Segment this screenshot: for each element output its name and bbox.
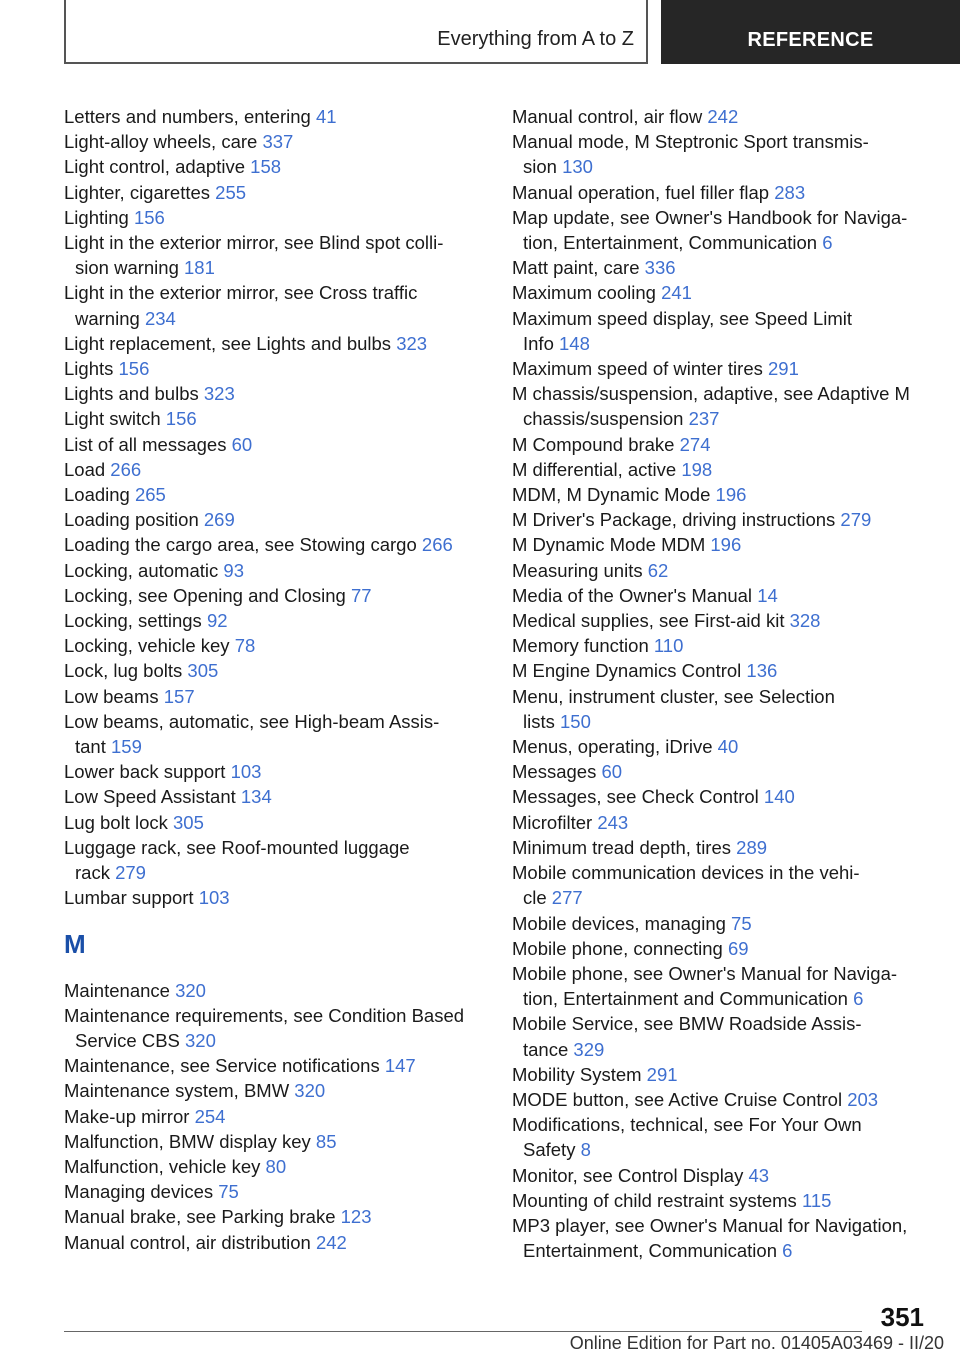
index-entry-text: Lower back support: [64, 761, 226, 783]
index-entry-text: Maintenance requirements, see Condition Based: [64, 1004, 465, 1026]
index-entry-text: M Driver's Package, driving instructions: [512, 509, 836, 531]
page-reference-link[interactable]: 6: [782, 1240, 793, 1262]
index-entry-text: Media of the Owner's Manual: [512, 584, 753, 606]
index-entry: [64, 1003, 484, 1053]
page-reference-link[interactable]: 181: [184, 257, 215, 279]
index-entry-text: Menus, operating, iDrive: [512, 736, 713, 758]
index-entry: [64, 532, 484, 557]
page-reference-link[interactable]: 14: [757, 584, 778, 606]
index-entry: [64, 154, 484, 179]
index-entry-text: Map update, see Owner's Handbook for Naviga-: [512, 206, 908, 228]
page-reference-link[interactable]: 156: [118, 358, 150, 380]
page-reference-link[interactable]: 329: [573, 1038, 605, 1060]
page-reference-link[interactable]: 69: [728, 937, 749, 959]
index-entry-text: Loading position: [64, 509, 199, 531]
section-tab: [64, 0, 648, 64]
index-entry: [512, 633, 932, 658]
index-entry: [512, 911, 932, 936]
index-entry-text: Light control, adaptive: [64, 156, 246, 178]
index-entry: [512, 104, 932, 129]
index-entry: [64, 784, 484, 809]
index-entry: [512, 684, 932, 734]
page-reference-link[interactable]: 156: [133, 206, 165, 228]
page-reference-link[interactable]: 305: [173, 811, 204, 833]
page-reference-link[interactable]: 43: [748, 1164, 770, 1186]
index-entry-text: Letters and numbers, entering: [64, 106, 311, 127]
index-entry-text: tion, Entertainment, Communication: [523, 232, 818, 254]
index-entry-text: Low beams, automatic, see High-beam Assis-: [64, 710, 440, 732]
index-entry: [512, 860, 932, 910]
index-entry: [64, 280, 484, 330]
page-reference-link[interactable]: 279: [840, 509, 872, 531]
index-entry-text: Malfunction, vehicle key: [64, 1155, 261, 1177]
index-entry: [512, 1087, 932, 1112]
index-entry-text: Locking, see Opening and Closing: [64, 584, 346, 606]
page-reference-link[interactable]: 196: [710, 534, 742, 556]
index-entry: [64, 1129, 484, 1154]
index-entry-text: MODE button, see Active Cruise Control: [512, 1088, 843, 1110]
index-entry: [512, 457, 932, 482]
index-entry: [64, 759, 484, 784]
index-entry-text: Matt paint, care: [512, 257, 640, 279]
index-entry: [512, 381, 932, 431]
index-entry-text: MP3 player, see Owner's Manual for Navigation,: [512, 1214, 908, 1236]
index-entry: [64, 406, 484, 431]
index-entry-text: Load: [64, 458, 106, 480]
index-entry-text: Messages, see Check Control: [512, 786, 759, 808]
page-reference-link[interactable]: 150: [560, 710, 591, 732]
index-entry-text: tion, Entertainment and Communication: [523, 988, 848, 1010]
page-reference-link[interactable]: 85: [315, 1130, 337, 1152]
page-reference-link[interactable]: 156: [165, 408, 197, 430]
index-entry: [64, 482, 484, 507]
index-entry: [512, 129, 932, 179]
page-reference-link[interactable]: 110: [653, 635, 684, 657]
index-entry: [64, 356, 484, 381]
index-entry-text: Minimum tread depth, tires: [512, 836, 732, 858]
index-entry-text: Luggage rack, see Roof-mounted luggage: [64, 836, 410, 858]
index-entry: [64, 1204, 484, 1229]
index-entry-text: List of all messages: [64, 433, 227, 455]
index-entry-text: Measuring units: [512, 559, 643, 581]
page-reference-link[interactable]: 323: [203, 383, 235, 405]
page-reference-link[interactable]: 336: [644, 257, 676, 279]
index-entry-text: Safety: [523, 1139, 576, 1161]
page-reference-link[interactable]: 62: [647, 559, 669, 581]
index-entry-text: Light replacement, see Lights and bulbs: [64, 332, 392, 354]
index-entry-text: Loading: [64, 484, 130, 506]
index-entry: [64, 381, 484, 406]
section-letter: M: [64, 928, 86, 959]
page-reference-link[interactable]: 203: [847, 1088, 879, 1110]
page-reference-link[interactable]: 234: [144, 307, 176, 329]
page-reference-link[interactable]: 159: [111, 736, 142, 758]
index-entry-text: sion warning: [75, 257, 179, 279]
page-reference-link[interactable]: 41: [315, 106, 337, 127]
page-reference-link[interactable]: 157: [163, 685, 195, 707]
index-entry-text: sion: [523, 156, 557, 178]
page-reference-link[interactable]: 130: [562, 156, 593, 178]
index-entry-text: M Compound brake: [512, 433, 675, 455]
index-entry-text: tant: [75, 736, 106, 758]
index-entry: [512, 608, 932, 633]
page-reference-link[interactable]: 103: [198, 887, 230, 909]
index-entry-text: Modifications, technical, see For Your Own: [512, 1114, 862, 1136]
page-reference-link[interactable]: 93: [223, 559, 244, 581]
index-entry: [64, 180, 484, 205]
index-entry: [512, 1062, 932, 1087]
index-entry: [64, 1154, 484, 1179]
index-entry-text: Low beams: [64, 685, 159, 707]
page-reference-link[interactable]: 279: [115, 862, 146, 884]
index-entry-text: M Engine Dynamics Control: [512, 660, 742, 682]
index-entry-text: Mobile Service, see BMW Roadside Assis-: [512, 1013, 862, 1035]
index-entry-text: Manual control, air flow: [512, 106, 703, 127]
index-entry: [512, 1213, 932, 1263]
index-entry: [512, 1011, 932, 1061]
index-entry-text: Lights: [64, 358, 114, 380]
index-entry-text: Malfunction, BMW display key: [64, 1130, 311, 1152]
reference-badge-label: REFERENCE: [747, 29, 874, 51]
index-entry-text: Low Speed Assistant: [64, 786, 236, 808]
index-entry: [512, 180, 932, 205]
index-entry: [64, 558, 484, 583]
page-reference-link[interactable]: 75: [731, 912, 752, 934]
index-entry: [64, 457, 484, 482]
index-entry-text: Loading the cargo area, see Stowing cargo: [64, 534, 417, 556]
index-entry-text: Make-up mirror: [64, 1105, 190, 1127]
index-entry: [64, 709, 484, 759]
index-entry: [64, 658, 484, 683]
index-entry: [64, 583, 484, 608]
index-entry-text: Mobility System: [512, 1063, 642, 1085]
index-entry-text: Mobile communication devices in the vehi-: [512, 862, 860, 884]
page-reference-link[interactable]: 196: [715, 484, 747, 506]
index-entry: [512, 532, 932, 557]
page-reference-link[interactable]: 198: [681, 458, 713, 480]
index-entry-text: MDM, M Dynamic Mode: [512, 484, 711, 506]
index-entry-text: rack: [75, 862, 110, 884]
index-entry-text: Memory function: [512, 635, 649, 657]
index-entry: [64, 331, 484, 356]
index-entry: [512, 1112, 932, 1162]
index-entry: [512, 961, 932, 1011]
index-entry-text: Entertainment, Communication: [523, 1240, 777, 1262]
index-entry-text: Light in the exterior mirror, see Blind spot colli-: [64, 232, 444, 254]
page-reference-link[interactable]: 115: [801, 1189, 832, 1211]
index-entry-text: M Dynamic Mode MDM: [512, 534, 706, 556]
page-reference-link[interactable]: 289: [736, 836, 768, 858]
page-reference-link[interactable]: 80: [265, 1155, 287, 1177]
page-reference-link[interactable]: 242: [707, 106, 739, 127]
index-entry: [512, 1163, 932, 1188]
index-entry-text: Manual control, air distribution: [64, 1231, 311, 1253]
index-entry-text: Managing devices: [64, 1181, 214, 1203]
index-entry-text: Maximum cooling: [512, 282, 656, 304]
index-entry: [512, 658, 932, 683]
index-entry-text: Lighter, cigarettes: [64, 181, 211, 203]
page-reference-link[interactable]: 269: [203, 509, 235, 531]
index-entry-text: Service CBS: [75, 1029, 180, 1051]
index-entry: [512, 507, 932, 532]
page-reference-link[interactable]: 242: [315, 1231, 347, 1253]
index-entry-text: Lug bolt lock: [64, 811, 168, 833]
index-entry-text: Info: [523, 332, 554, 354]
page-reference-link[interactable]: 123: [340, 1206, 372, 1228]
index-entry-text: Locking, settings: [64, 610, 202, 632]
index-entry-text: Maintenance, see Service notifications: [64, 1055, 380, 1077]
index-entry-text: Mounting of child restraint systems: [512, 1189, 797, 1211]
page-reference-link[interactable]: 291: [646, 1063, 678, 1085]
index-column-right: [512, 104, 932, 1263]
index-entry-text: Lumbar support: [64, 887, 194, 909]
page-reference-link[interactable]: 103: [230, 761, 262, 783]
index-entry: [64, 205, 484, 230]
index-entry: [512, 356, 932, 381]
index-entry: [64, 432, 484, 457]
page-reference-link[interactable]: 266: [421, 534, 453, 556]
index-entry-text: Mobile phone, connecting: [512, 937, 723, 959]
index-entry-text: Light in the exterior mirror, see Cross traffic: [64, 282, 418, 304]
index-entry-text: M differential, active: [512, 458, 677, 480]
index-entry-text: chassis/suspension: [523, 408, 684, 430]
index-entry: [512, 255, 932, 280]
page-reference-link[interactable]: 277: [551, 887, 583, 909]
index-entry-text: Microfilter: [512, 811, 593, 833]
index-entry: [512, 835, 932, 860]
page-reference-link[interactable]: 337: [262, 131, 294, 153]
index-entry: [512, 583, 932, 608]
index-entry: [512, 482, 932, 507]
page-reference-link[interactable]: 136: [746, 660, 778, 682]
index-entry-text: Messages: [512, 761, 597, 783]
index-entry-text: Lights and bulbs: [64, 383, 199, 405]
index-entry: [64, 1053, 484, 1078]
index-entry-text: tance: [523, 1038, 569, 1060]
index-entry-text: warning: [75, 307, 140, 329]
page-reference-link[interactable]: 237: [688, 408, 720, 430]
index-entry: [512, 558, 932, 583]
page-reference-link[interactable]: 241: [661, 282, 692, 304]
index-entry: [64, 835, 484, 885]
index-entry: [64, 633, 484, 658]
index-entry-text: Mobile phone, see Owner's Manual for Naviga-: [512, 962, 898, 984]
index-entry: [512, 734, 932, 759]
footer-edition: Online Edition for Part no. 01405A03469 - II/20: [569, 1333, 944, 1353]
index-entry: [512, 306, 932, 356]
index-entry-text: Mobile devices, managing: [512, 912, 726, 934]
page-reference-link[interactable]: 8: [580, 1139, 591, 1161]
index-entry-text: Locking, automatic: [64, 559, 219, 581]
section-title: Everything from A to Z: [437, 28, 634, 50]
index-entry-text: Locking, vehicle key: [64, 635, 230, 657]
page-reference-link[interactable]: 134: [240, 786, 272, 808]
index-entry: [64, 810, 484, 835]
page-reference-link[interactable]: 6: [853, 988, 864, 1010]
page-reference-link[interactable]: 158: [250, 156, 282, 178]
index-entry: [64, 1230, 484, 1255]
page-reference-link[interactable]: 6: [822, 232, 833, 254]
page-reference-link[interactable]: 148: [559, 332, 590, 354]
page-reference-link[interactable]: 305: [187, 660, 219, 682]
index-entry: [512, 810, 932, 835]
footer-divider: [64, 1331, 862, 1332]
page-reference-link[interactable]: 320: [294, 1080, 326, 1102]
index-entry-text: Medical supplies, see First-aid kit: [512, 610, 785, 632]
page-reference-link[interactable]: 60: [601, 761, 623, 783]
index-entry: [64, 1179, 484, 1204]
index-entry: [512, 205, 932, 255]
page-reference-link[interactable]: 254: [194, 1105, 226, 1127]
index-entry: [512, 280, 932, 305]
index-entry-text: Maximum speed of winter tires: [512, 358, 763, 380]
page-reference-link[interactable]: 323: [396, 332, 428, 354]
index-entry: [512, 784, 932, 809]
index-entry: [64, 1078, 484, 1103]
page-reference-link[interactable]: 147: [384, 1055, 416, 1077]
page-reference-link[interactable]: 265: [134, 484, 166, 506]
page-header: [64, 0, 960, 64]
index-entry: [512, 759, 932, 784]
index-entry: [64, 104, 484, 129]
index-entry: [512, 432, 932, 457]
page-reference-link[interactable]: 283: [774, 181, 806, 203]
index-entry: [64, 885, 484, 910]
reference-badge: [661, 0, 960, 64]
index-entry-text: Maximum speed display, see Speed Limit: [512, 307, 853, 329]
page-reference-link[interactable]: 78: [234, 635, 256, 657]
index-entry-text: lists: [523, 710, 555, 732]
index-column-left: [64, 104, 484, 1255]
page-reference-link[interactable]: 140: [763, 786, 795, 808]
index-entry-text: Manual brake, see Parking brake: [64, 1206, 336, 1228]
page-reference-link[interactable]: 92: [206, 610, 228, 632]
index-entry: [512, 1188, 932, 1213]
page-reference-link[interactable]: 77: [350, 584, 372, 606]
page-reference-link[interactable]: 274: [679, 433, 711, 455]
index-entry: [64, 230, 484, 280]
index-entry-text: Lighting: [64, 206, 129, 228]
page-reference-link[interactable]: 328: [789, 610, 821, 632]
index-entry-text: cle: [523, 887, 547, 909]
index-entry: [512, 936, 932, 961]
index-entry: [64, 507, 484, 532]
index-entry: [64, 684, 484, 709]
index-entry-text: Monitor, see Control Display: [512, 1164, 744, 1186]
index-entry-text: Maintenance: [64, 979, 170, 1001]
index-entry-text: Maintenance system, BMW: [64, 1080, 290, 1102]
index-entry: [64, 608, 484, 633]
index-entry: [64, 129, 484, 154]
page-reference-link[interactable]: 75: [218, 1181, 239, 1203]
index-entry-text: Light switch: [64, 408, 161, 430]
page-reference-link[interactable]: 243: [597, 811, 629, 833]
index-entry: [64, 978, 484, 1003]
index-entry-text: Manual operation, fuel filler flap: [512, 181, 770, 203]
index-entry-text: Light-alloy wheels, care: [64, 131, 258, 153]
page-reference-link[interactable]: 40: [717, 736, 739, 758]
page-reference-link[interactable]: 255: [215, 181, 247, 203]
page-reference-link[interactable]: 291: [768, 358, 799, 380]
page-reference-link[interactable]: 60: [231, 433, 253, 455]
index-entry-text: M chassis/suspension, adaptive, see Adaptive M: [512, 383, 910, 405]
page-reference-link[interactable]: 320: [175, 979, 206, 1001]
index-entry-text: Lock, lug bolts: [64, 660, 183, 682]
index-entry-text: Menu, instrument cluster, see Selection: [512, 685, 835, 707]
page-reference-link[interactable]: 320: [185, 1029, 216, 1051]
index-entry: [64, 1104, 484, 1129]
page-number: 351: [880, 1302, 924, 1332]
page-reference-link[interactable]: 266: [110, 458, 142, 480]
index-entry-text: Manual mode, M Steptronic Sport transmis-: [512, 131, 869, 153]
